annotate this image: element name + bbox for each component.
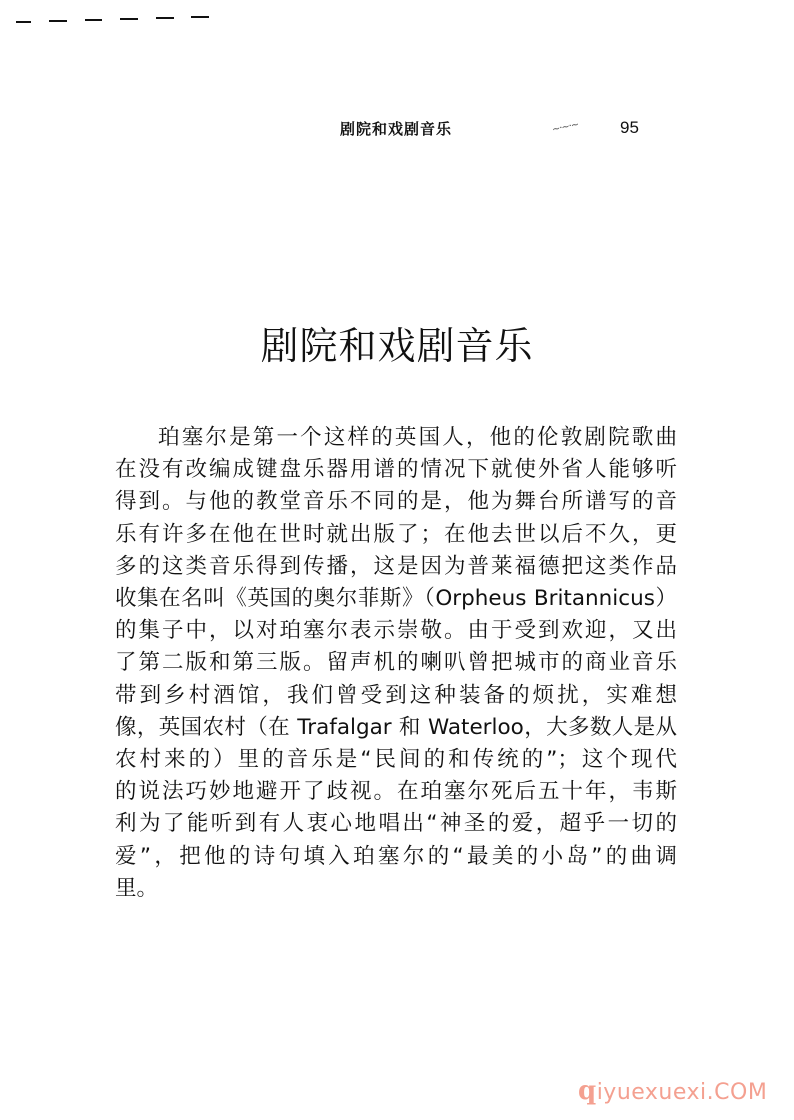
text-line: 的集子中，以对珀塞尔表示崇敬。由于受到欢迎，又出 xyxy=(115,618,677,644)
text-line: 得到。与他的教堂音乐不同的是，他为舞台所谱写的音 xyxy=(115,489,677,515)
text-line: 乐有许多在他在世时就出版了；在他去世以后不久，更 xyxy=(115,521,677,547)
text-line: 像，英国农村（在 Trafalgar 和 Waterloo，大多数人是从 xyxy=(115,714,677,740)
watermark-text: iyuexuexi.COM xyxy=(596,1080,768,1105)
flourish-ornament-icon: ~·~·~ xyxy=(551,119,580,136)
edge-dash xyxy=(191,16,209,18)
text-line: 珀塞尔是第一个这样的英国人，他的伦敦剧院歌曲 xyxy=(158,425,677,450)
running-title: 剧院和戏剧音乐 xyxy=(340,120,453,138)
text-line: 多的这类音乐得到传播，这是因为普莱福德把这类作品 xyxy=(115,553,677,579)
edge-dash xyxy=(120,18,138,20)
text-line: 带到乡村酒馆，我们曾受到这种装备的烦扰，实难想 xyxy=(115,682,677,708)
edge-dash xyxy=(16,21,31,23)
text-line: 在没有改编成键盘乐器用谱的情况下就使外省人能够听 xyxy=(115,457,677,483)
text-line: 利为了能听到有人衷心地唱出“神圣的爱，超乎一切的 xyxy=(115,811,677,837)
watermark xyxy=(578,1076,767,1106)
chapter-title: 剧院和戏剧音乐 xyxy=(260,324,534,369)
watermark-prefix: q xyxy=(578,1076,597,1106)
edge-dash xyxy=(156,17,174,19)
body-paragraph xyxy=(115,422,677,905)
edge-dash xyxy=(85,19,102,21)
text-line: 里。 xyxy=(115,875,159,901)
text-line: 了第二版和第三版。留声机的喇叭曾把城市的商业音乐 xyxy=(115,650,677,676)
page-number: 95 xyxy=(620,118,639,137)
edge-dash xyxy=(49,20,67,22)
text-line: 的说法巧妙地避开了歧视。在珀塞尔死后五十年，韦斯 xyxy=(115,779,677,805)
text-line: 农村来的）里的音乐是“民间的和传统的”；这个现代 xyxy=(115,747,677,773)
running-header xyxy=(340,118,660,148)
text-line: 收集在名叫《英国的奥尔菲斯》（Orpheus Britannicus） xyxy=(115,586,677,612)
text-line: 爱”，把他的诗句填入珀塞尔的“最美的小岛”的曲调 xyxy=(115,843,677,869)
